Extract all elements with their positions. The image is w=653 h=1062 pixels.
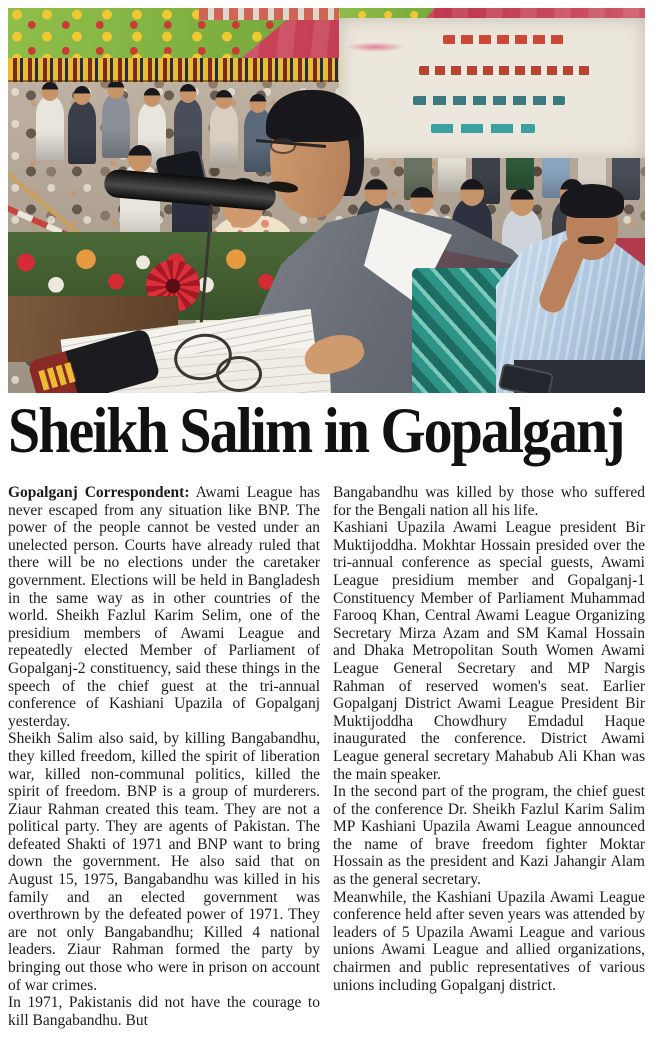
article-body	[8, 484, 645, 1029]
crowd-person	[102, 94, 130, 158]
crowd-person	[36, 96, 64, 160]
banner-text-line	[413, 96, 566, 105]
paragraph: In 1971, Pakistanis did not have the courage to kill Bangabandhu. But	[8, 994, 320, 1029]
crowd-person	[210, 104, 238, 168]
lead-paragraph	[8, 484, 320, 730]
speaker-head	[264, 90, 362, 222]
paragraph: Bangabandhu was killed by those who suffered for the Bengali nation all his life.	[333, 484, 645, 519]
upper-banner-strip	[199, 8, 339, 20]
byline: Gopalganj Correspondent:	[8, 484, 190, 501]
paragraph: Meanwhile, the Kashiani Upazila Awami League conference held after seven years was attended by leaders of 5 Upazila Awami League and various unions Awami League and allied organizations, chairmen and public representatives of various unions including Gopalganj district.	[333, 888, 645, 994]
listener-hair	[560, 184, 624, 218]
stage-banner	[339, 18, 645, 158]
paragraph: Kashiani Upazila Awami League president Bir Muktijoddha. Mokhtar Hossain presided over the tri-annual conference as special guests, Awami League presidium member and Gopalganj-1 Constituency Member of Parliament Muhammad Farooq Khan, Central Awami League Organizing Secretary Mirza Azam and SM Kamal Hossain and Dhaka Metropolitan South Women Awami League General Secretary and MP Nargis Rahman of reserved women's seat. Earlier Gopalganj District Awami League President Bir Muktijoddha Chowdhury Emdadul Haque inaugurated the conference. District Awami League general secretary Mahabub Ali Khan was the main speaker.	[333, 519, 645, 783]
banner-text-line	[431, 124, 535, 133]
paragraph: In the second part of the program, the chief guest of the conference Dr. Sheikh Fazlul Karim Salim MP Kashiani Upazila Awami League announced the name of brave freedom fighter Moktar Hossain as the president and Kazi Jahangir Alam as the general secretary.	[333, 783, 645, 889]
crowd-person	[68, 100, 96, 164]
banner-text-line	[443, 35, 565, 44]
column-right	[333, 484, 645, 1029]
banner-logo-mark	[345, 43, 406, 52]
cable-loop	[216, 356, 262, 392]
paragraph: Sheikh Salim also said, by killing Bangabandhu, they killed freedom, killed the spirit of liberation war, killed non-communal politics, killed the spirit of freedom. BNP is a group of murderers. Ziaur Rahman created this team. They are not a political party. They are agents of Pakistan. The defeated Shakti of 1971 and BNP want to bring down the government. He also said that on August 15, 1975, Bangabandhu was killed in his family and an elected government was overthrown by the defeated power of 1971. They are not only Bangabandhu; Killed 4 national leaders. Ziaur Rahman formed the party by bringing out those who were in prison on account of war crimes.	[8, 730, 320, 994]
speaker-hair	[266, 90, 362, 142]
column-left	[8, 484, 320, 1029]
paragraph-text: Awami League has never escaped from any situation like BNP. The power of the people cannot be vested under an unelected person. Courts have already ruled that there will be no elections under the caretaker government. Elections will be held in Bangladesh in the same way as in other countries of the world. Sheikh Fazlul Karim Selim, one of the presidium members of Awami League and repeatedly elected Member of Parliament of Gopalganj-2 constituency, said these things in the speech of the chief guest at the tri-annual conference of Kashiani Upazila of Gopalganj yesterday.	[8, 484, 320, 730]
tent-fringe	[8, 58, 358, 82]
headline: Sheikh Salim in Gopalganj	[8, 393, 624, 467]
listener-mustache	[578, 236, 604, 244]
banner-text-line	[419, 66, 590, 75]
article-photo	[8, 8, 645, 393]
